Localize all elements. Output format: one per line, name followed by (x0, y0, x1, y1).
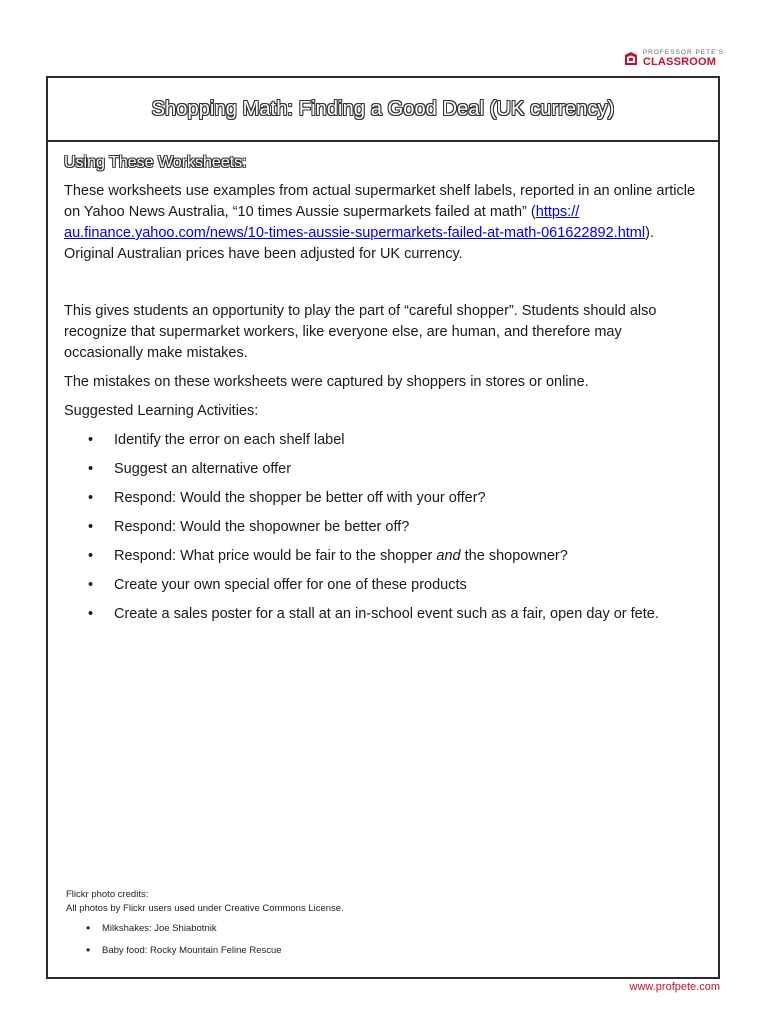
worksheet-content (64, 152, 704, 633)
activity-fair-emphasis: and (436, 548, 461, 564)
intro-text-before: These worksheets use examples from actual supermarket shelf labels, reported in an online article on Yahoo News Australia, “10 times Aussie supermarkets failed at math” ( (64, 183, 696, 220)
credit-item: • Milkshakes: Joe Shiabotnik (66, 922, 344, 944)
activity-item: • Create a sales poster for a stall at an in-school event such as a fair, open day or fete. (64, 604, 704, 633)
activities-heading: Suggested Learning Activities: (64, 403, 259, 419)
page-title: Shopping Math: Finding a Good Deal (UK currency) (151, 97, 615, 120)
activity-item: • Create your own special offer for one of these products (64, 575, 704, 604)
activity-item: • Respond: Would the shopper be better off with your offer? (64, 488, 704, 517)
activity-fair-after: the shopowner? (460, 548, 568, 564)
brand-tagline: PROFESSOR PETE'S (642, 49, 724, 56)
activities-list (64, 430, 704, 633)
credit-item: • Baby food: Rocky Mountain Feline Rescue (66, 944, 344, 966)
brand-logo (623, 50, 724, 68)
worksheet-frame (46, 76, 720, 979)
brand-name: CLASSROOM (642, 55, 717, 68)
intro-paragraph (64, 181, 704, 265)
title-box (48, 78, 718, 142)
website-link[interactable]: www.profpete.com (629, 981, 720, 993)
photo-credits (66, 888, 344, 966)
activity-item: • Identify the error on each shelf label (64, 430, 704, 459)
credits-heading: Flickr photo credits: (66, 889, 149, 900)
article-link[interactable]: https:// au.finance.yahoo.com/news/10-times-aussie-supermarkets-failed-at-math-061622892.html (64, 204, 646, 241)
activity-item: • Suggest an alternative offer (64, 459, 704, 488)
classroom-logo-icon (623, 51, 639, 67)
activity-item: • Respond: Would the shopowner be better off? (64, 517, 704, 546)
mistakes-paragraph: The mistakes on these worksheets were captured by shoppers in stores or online. (64, 374, 589, 390)
intro-text-after: ). Original Australian prices have been adjusted for UK currency. (64, 225, 654, 262)
credits-list (66, 922, 344, 966)
activity-fair-before: Respond: What price would be fair to the shopper (114, 548, 437, 564)
section-heading: Using These Worksheets: (64, 154, 247, 171)
activity-item-fair-price (64, 546, 704, 575)
careful-shopper-paragraph: This gives students an opportunity to play the part of “careful shopper”. Students should also recognize that supermarket workers, like everyone else, are human, and therefore may occasionally make mistakes. (64, 303, 657, 361)
credits-license: All photos by Flickr users used under Creative Commons License. (66, 903, 344, 914)
